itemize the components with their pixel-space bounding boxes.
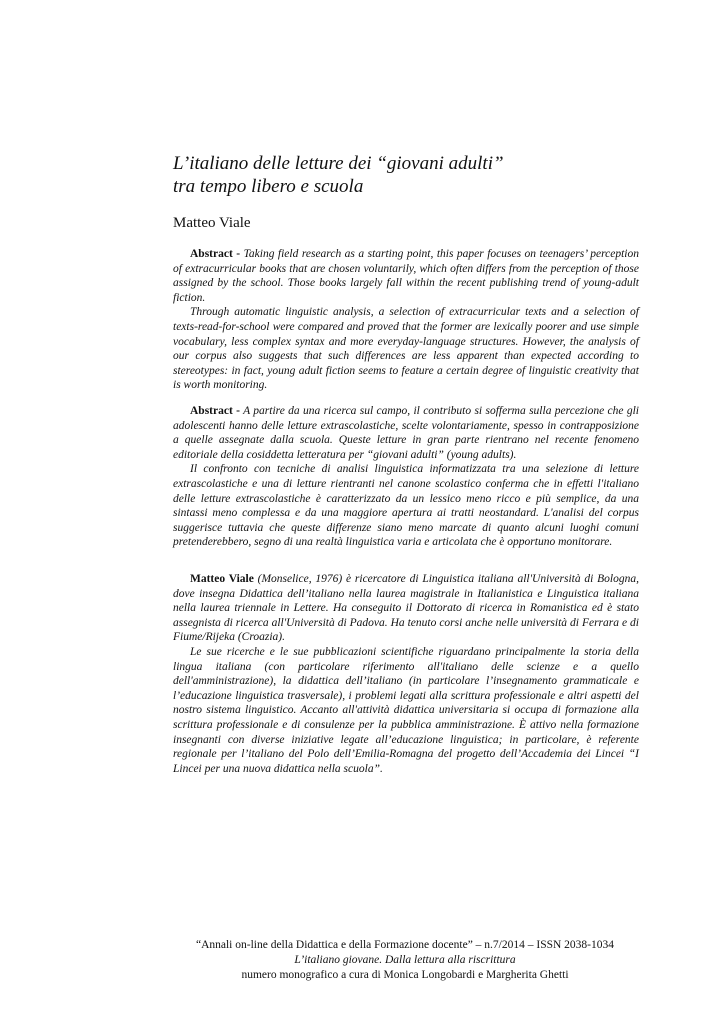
abstract-italian-paragraph-2 (173, 462, 639, 550)
abstract-italian (173, 404, 639, 550)
abstract-italian-text-1: A partire da una ricerca sul campo, il contributo si sofferma sulla percezione che gli adolescenti hanno delle letture extrascolastiche, scelte volontariamente, spesso in contrapposizione a quelle assegnate dalla scuola. Queste letture in gran parte rientrano nel recente fenomeno editoriale della cosiddetta letteratura per “giovani adulti” (young adults). (173, 405, 640, 461)
author-bio-name: Matteo Viale (190, 573, 254, 585)
abstract-english-paragraph-2 (173, 305, 639, 393)
abstract-english (173, 247, 639, 393)
page-footer (160, 938, 650, 983)
abstract-italian-label: Abstract - (190, 405, 240, 417)
author-bio (173, 572, 639, 776)
abstract-italian-text-2: Il confronto con tecniche di analisi linguistica informatizzata tra una selezione di letture extrascolastiche e una di letture rientranti nel canone scolastico conferma che in effetti l'italiano delle letture extrascolastiche è caratterizzato da un lessico meno ricco e più semplice, da una sintassi meno complessa e da una maggiore apertura ai tratti neostandard. L'analisi del corpus suggerisce tuttavia che queste differenze siano meno marcate di quanto alcuni luoghi comuni pretenderebbero, segno di una realtà linguistica varia e articolata che è opportuno monitorare. (173, 463, 639, 549)
author-bio-paragraph-1 (173, 572, 639, 645)
abstract-english-label: Abstract - (190, 248, 241, 260)
abstract-english-paragraph-1 (173, 247, 639, 305)
footer-issue-title: L’italiano giovane. Dalla lettura alla riscrittura (294, 954, 516, 966)
author-name: Matteo Viale (173, 215, 251, 231)
footer-editors-line: numero monografico a cura di Monica Longobardi e Margherita Ghetti (241, 969, 569, 981)
author-bio-text-1: (Monselice, 1976) è ricercatore di Linguistica italiana all'Università di Bologna, dove insegna Didattica dell’italiano nella laurea magistrale in Italianistica e Linguistica italiana nella laurea triennale in Lettere. Ha conseguito il Dottorato di ricerca in Romanistica ed è stato assegnista di ricerca all'Università di Padova. Ha tenuto corsi anche nelle università di Ferrara e di Fiume/Rijeka (Croazia). (173, 573, 639, 644)
page-title (173, 152, 633, 198)
author-bio-paragraph-2 (173, 645, 639, 776)
footer-journal-line: “Annali on-line della Didattica e della Formazione docente” – n.7/2014 – ISSN 2038-1034 (195, 939, 615, 951)
abstract-english-text-1: Taking field research as a starting point, this paper focuses on teenagers’ perception of extracurricular books that are chosen voluntarily, which often differs from the perception of those assigned by the school. Those books largely fall within the recent publishing trend of young-adult fiction. (173, 248, 639, 304)
abstract-english-text-2: Through automatic linguistic analysis, a selection of extracurricular texts and a selection of texts-read-for-school were compared and proved that the former are lexically poorer and use simple vocabulary, less complex syntax and more everyday-language structures. However, the analysis of our corpus also suggests that such differences are less apparent than expected according to stereotypes: in fact, young adult fiction seems to feature a certain degree of linguistic creativity that is worth monitoring. (173, 306, 639, 392)
title-line-1: L’italiano delle letture dei “giovani adulti” (173, 153, 504, 174)
abstract-italian-paragraph-1 (173, 404, 639, 462)
title-line-2: tra tempo libero e scuola (173, 176, 364, 197)
author-bio-text-2: Le sue ricerche e le sue pubblicazioni scientifiche riguardano principalmente la storia della lingua italiana (con particolare riferimento all'italiano delle scienze e a quello dell'amministrazione), la didattica dell’italiano (in particolare l’insegnamento grammaticale e l’educazione linguistica trasversale), i problemi legati alla scrittura professionale e altri aspetti del nostro sistema linguistico. Accanto all'attività didattica universitaria si occupa di formazione alla scrittura professionale e di consulenze per la pubblica amministrazione. È attivo nella formazione insegnanti con diverse iniziative legate all’educazione linguistica; in particolare, è referente regionale per l’italiano del Polo dell’Emilia-Romagna del progetto dell’Accademia dei Lincei “I Lincei per una nuova didattica nella scuola”. (173, 645, 639, 775)
